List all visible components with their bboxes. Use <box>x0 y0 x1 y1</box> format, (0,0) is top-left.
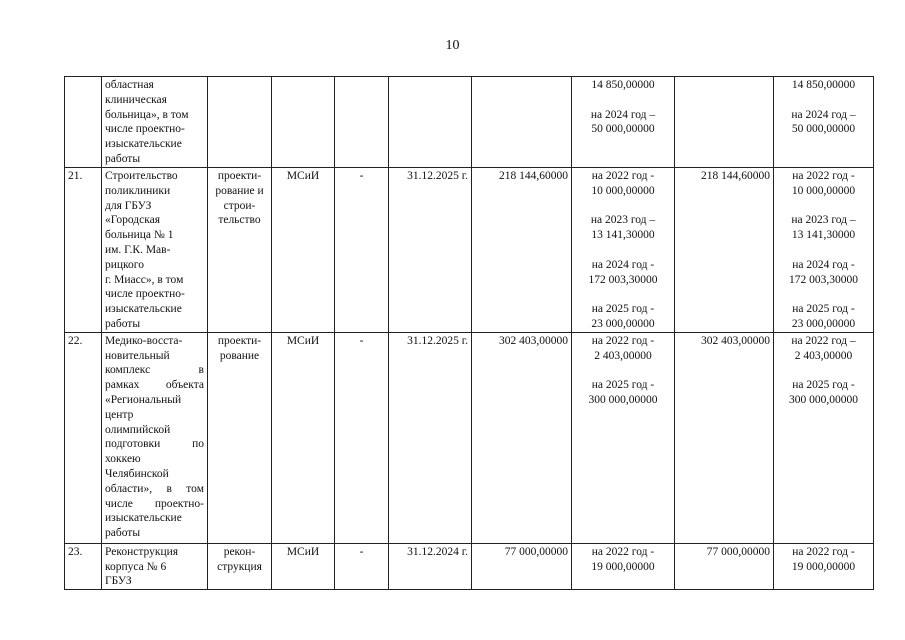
object-name-line: г. Миасс», в том <box>105 273 184 286</box>
regional-yearly-funding-line: 300 000,00000 <box>789 393 858 406</box>
row-number-text: 22. <box>68 334 83 347</box>
line-gap <box>575 363 671 378</box>
object-name-line: хоккею <box>105 453 141 466</box>
regional-yearly-funding-line: 23 000,00000 <box>791 317 856 330</box>
regional-yearly-funding-line: 19 000,00000 <box>791 560 856 573</box>
regional-yearly-funding <box>774 543 874 589</box>
object-name-line: числе проектно- <box>105 497 204 510</box>
regional-yearly-funding-line: на 2025 год - <box>792 303 855 316</box>
total-cost-text: 77 000,00000 <box>504 545 568 558</box>
completion-date <box>389 332 472 543</box>
yearly-funding-line: на 2025 год - <box>591 379 655 392</box>
row-number <box>65 77 102 168</box>
yearly-funding-line: 2 403,00000 <box>594 349 652 362</box>
capacity-text: - <box>359 545 364 558</box>
completion-date <box>389 543 472 589</box>
object-name-line: центр <box>105 408 134 421</box>
regional-yearly-funding-line: на 2025 год - <box>792 379 855 392</box>
work-type <box>208 77 272 168</box>
responsible-org-text: МСиИ <box>286 170 320 182</box>
object-name-line: числе проектно- <box>105 288 185 301</box>
work-type-line: рование <box>219 349 260 362</box>
regional-yearly-funding-line: на 2022 год - <box>792 170 855 182</box>
object-name-line: рамках объекта <box>105 379 204 392</box>
object-name-line: изыскательские <box>105 138 182 151</box>
yearly-funding <box>572 543 675 589</box>
line-gap <box>777 363 870 378</box>
yearly-funding <box>572 332 675 543</box>
completion-date-text: 31.12.2024 г. <box>407 545 468 558</box>
regional-yearly-funding-line: на 2022 год – <box>791 334 856 347</box>
row-number-text: 23. <box>68 545 83 558</box>
line-gap <box>575 287 671 302</box>
work-type <box>208 543 272 589</box>
line-gap <box>575 93 671 108</box>
object-name-line: числе проектно- <box>105 123 185 136</box>
yearly-funding-line: 23 000,00000 <box>591 317 655 330</box>
object-name-line: Строительство <box>105 170 178 182</box>
total-cost-text: 302 403,00000 <box>499 334 568 347</box>
capacity <box>335 543 389 589</box>
work-type-line: рование и <box>215 184 264 197</box>
object-name-line: больница № 1 <box>105 229 174 242</box>
work-type-line: строи- <box>223 199 256 212</box>
object-name-line: области», в том <box>105 482 204 495</box>
object-name-line: работы <box>105 152 141 165</box>
object-name-line: олимпийской <box>105 423 171 436</box>
total-cost <box>472 332 572 543</box>
object-name-line: клиническая <box>105 93 167 106</box>
yearly-funding <box>572 77 675 168</box>
regional-total <box>675 332 774 543</box>
line-gap <box>575 199 671 214</box>
yearly-funding-line: на 2025 год - <box>591 303 655 316</box>
responsible-org-text: МСиИ <box>286 545 320 558</box>
object-name-line: Челябинской <box>105 467 169 480</box>
row-number-text: 21. <box>68 170 83 182</box>
capacity <box>335 168 389 333</box>
yearly-funding-line: 13 141,30000 <box>591 229 655 242</box>
table-row <box>65 543 874 589</box>
work-type <box>208 332 272 543</box>
regional-yearly-funding-line: на 2022 год - <box>792 545 855 558</box>
regional-total <box>675 77 774 168</box>
row-number <box>65 543 102 589</box>
object-name <box>102 168 208 333</box>
regional-yearly-funding-line: 10 000,00000 <box>791 184 856 197</box>
total-cost <box>472 543 572 589</box>
completion-date-text: 31.12.2025 г. <box>407 334 468 347</box>
object-name-line: новительный <box>105 349 170 362</box>
object-name <box>102 332 208 543</box>
object-name-line: областная <box>105 79 154 91</box>
regional-yearly-funding-line: 50 000,00000 <box>791 123 856 136</box>
yearly-funding-line: 300 000,00000 <box>588 393 658 406</box>
object-name-line: работы <box>105 317 141 330</box>
total-cost <box>472 77 572 168</box>
capacity-text: - <box>359 170 364 182</box>
completion-date-text: 31.12.2025 г. <box>407 170 468 182</box>
object-name-line: им. Г.К. Мав- <box>105 243 171 256</box>
completion-date <box>389 77 472 168</box>
work-type-line: струкция <box>217 560 262 573</box>
responsible-org <box>272 543 335 589</box>
object-name-line: для ГБУЗ <box>105 199 152 212</box>
page-number: 10 <box>445 38 460 53</box>
object-name-line: «Региональный <box>105 393 182 406</box>
object-name-line: корпуса № 6 <box>105 560 167 573</box>
table-row <box>65 168 874 333</box>
object-name-line: изыскательские <box>105 303 182 316</box>
regional-total-text: 302 403,00000 <box>701 334 770 347</box>
capacity <box>335 77 389 168</box>
yearly-funding-line: 14 850,00000 <box>591 79 655 91</box>
object-name-line: ГБУЗ <box>105 575 132 588</box>
yearly-funding-line: на 2022 год - <box>591 170 655 182</box>
regional-yearly-funding-line: на 2024 год - <box>792 258 855 271</box>
row-number <box>65 332 102 543</box>
projects-table <box>64 76 874 590</box>
regional-total-text: 77 000,00000 <box>706 545 770 558</box>
work-type-line: проекти- <box>217 334 262 347</box>
line-gap <box>575 243 671 258</box>
regional-yearly-funding-line: 2 403,00000 <box>794 349 853 362</box>
object-name-line: больница», в том <box>105 108 189 121</box>
row-number <box>65 168 102 333</box>
object-name-line: Медико-восста- <box>105 334 183 347</box>
object-name-line: рицкого <box>105 258 144 271</box>
yearly-funding-line: на 2024 год – <box>590 108 656 121</box>
object-name-line: комплекс в <box>105 364 204 377</box>
total-cost-text: 218 144,60000 <box>499 170 568 182</box>
responsible-org <box>272 168 335 333</box>
responsible-org <box>272 332 335 543</box>
object-name-line: «Городская <box>105 214 161 227</box>
line-gap <box>777 287 870 302</box>
object-name-line: подготовки по <box>105 438 204 451</box>
total-cost <box>472 168 572 333</box>
responsible-org-text: МСиИ <box>286 334 320 347</box>
work-type-line: проекти- <box>217 170 262 182</box>
regional-yearly-funding-line: на 2024 год – <box>791 108 856 121</box>
regional-yearly-funding-line: 13 141,30000 <box>791 229 856 242</box>
regional-total <box>675 168 774 333</box>
object-name-line: поликлиники <box>105 184 171 197</box>
table-row <box>65 77 874 168</box>
responsible-org <box>272 77 335 168</box>
yearly-funding-line: 10 000,00000 <box>591 184 655 197</box>
regional-yearly-funding <box>774 168 874 333</box>
yearly-funding-line: на 2022 год - <box>591 545 655 558</box>
line-gap <box>777 199 870 214</box>
completion-date <box>389 168 472 333</box>
yearly-funding-line: на 2022 год - <box>591 334 655 347</box>
regional-yearly-funding-line: 14 850,00000 <box>791 79 856 91</box>
regional-total <box>675 543 774 589</box>
regional-yearly-funding-line: на 2023 год – <box>791 214 856 227</box>
yearly-funding-line: 19 000,00000 <box>591 560 655 573</box>
yearly-funding-line: на 2024 год - <box>591 258 655 271</box>
yearly-funding-line: 172 003,30000 <box>588 273 658 286</box>
table-row <box>65 332 874 543</box>
regional-total-text: 218 144,60000 <box>701 170 770 182</box>
object-name-line: изыскательские <box>105 512 182 525</box>
regional-yearly-funding-line: 172 003,30000 <box>789 273 858 286</box>
yearly-funding-line: 50 000,00000 <box>591 123 655 136</box>
object-name-line: Реконструкция <box>105 545 179 558</box>
capacity-text: - <box>359 334 364 347</box>
regional-yearly-funding <box>774 77 874 168</box>
work-type-line: рекон- <box>223 545 256 558</box>
yearly-funding-line: на 2023 год – <box>590 214 656 227</box>
work-type <box>208 168 272 333</box>
regional-yearly-funding <box>774 332 874 543</box>
capacity <box>335 332 389 543</box>
object-name-line: работы <box>105 527 141 540</box>
work-type-line: тельство <box>218 214 261 227</box>
object-name <box>102 543 208 589</box>
yearly-funding <box>572 168 675 333</box>
line-gap <box>777 243 870 258</box>
object-name <box>102 77 208 168</box>
line-gap <box>777 93 870 108</box>
